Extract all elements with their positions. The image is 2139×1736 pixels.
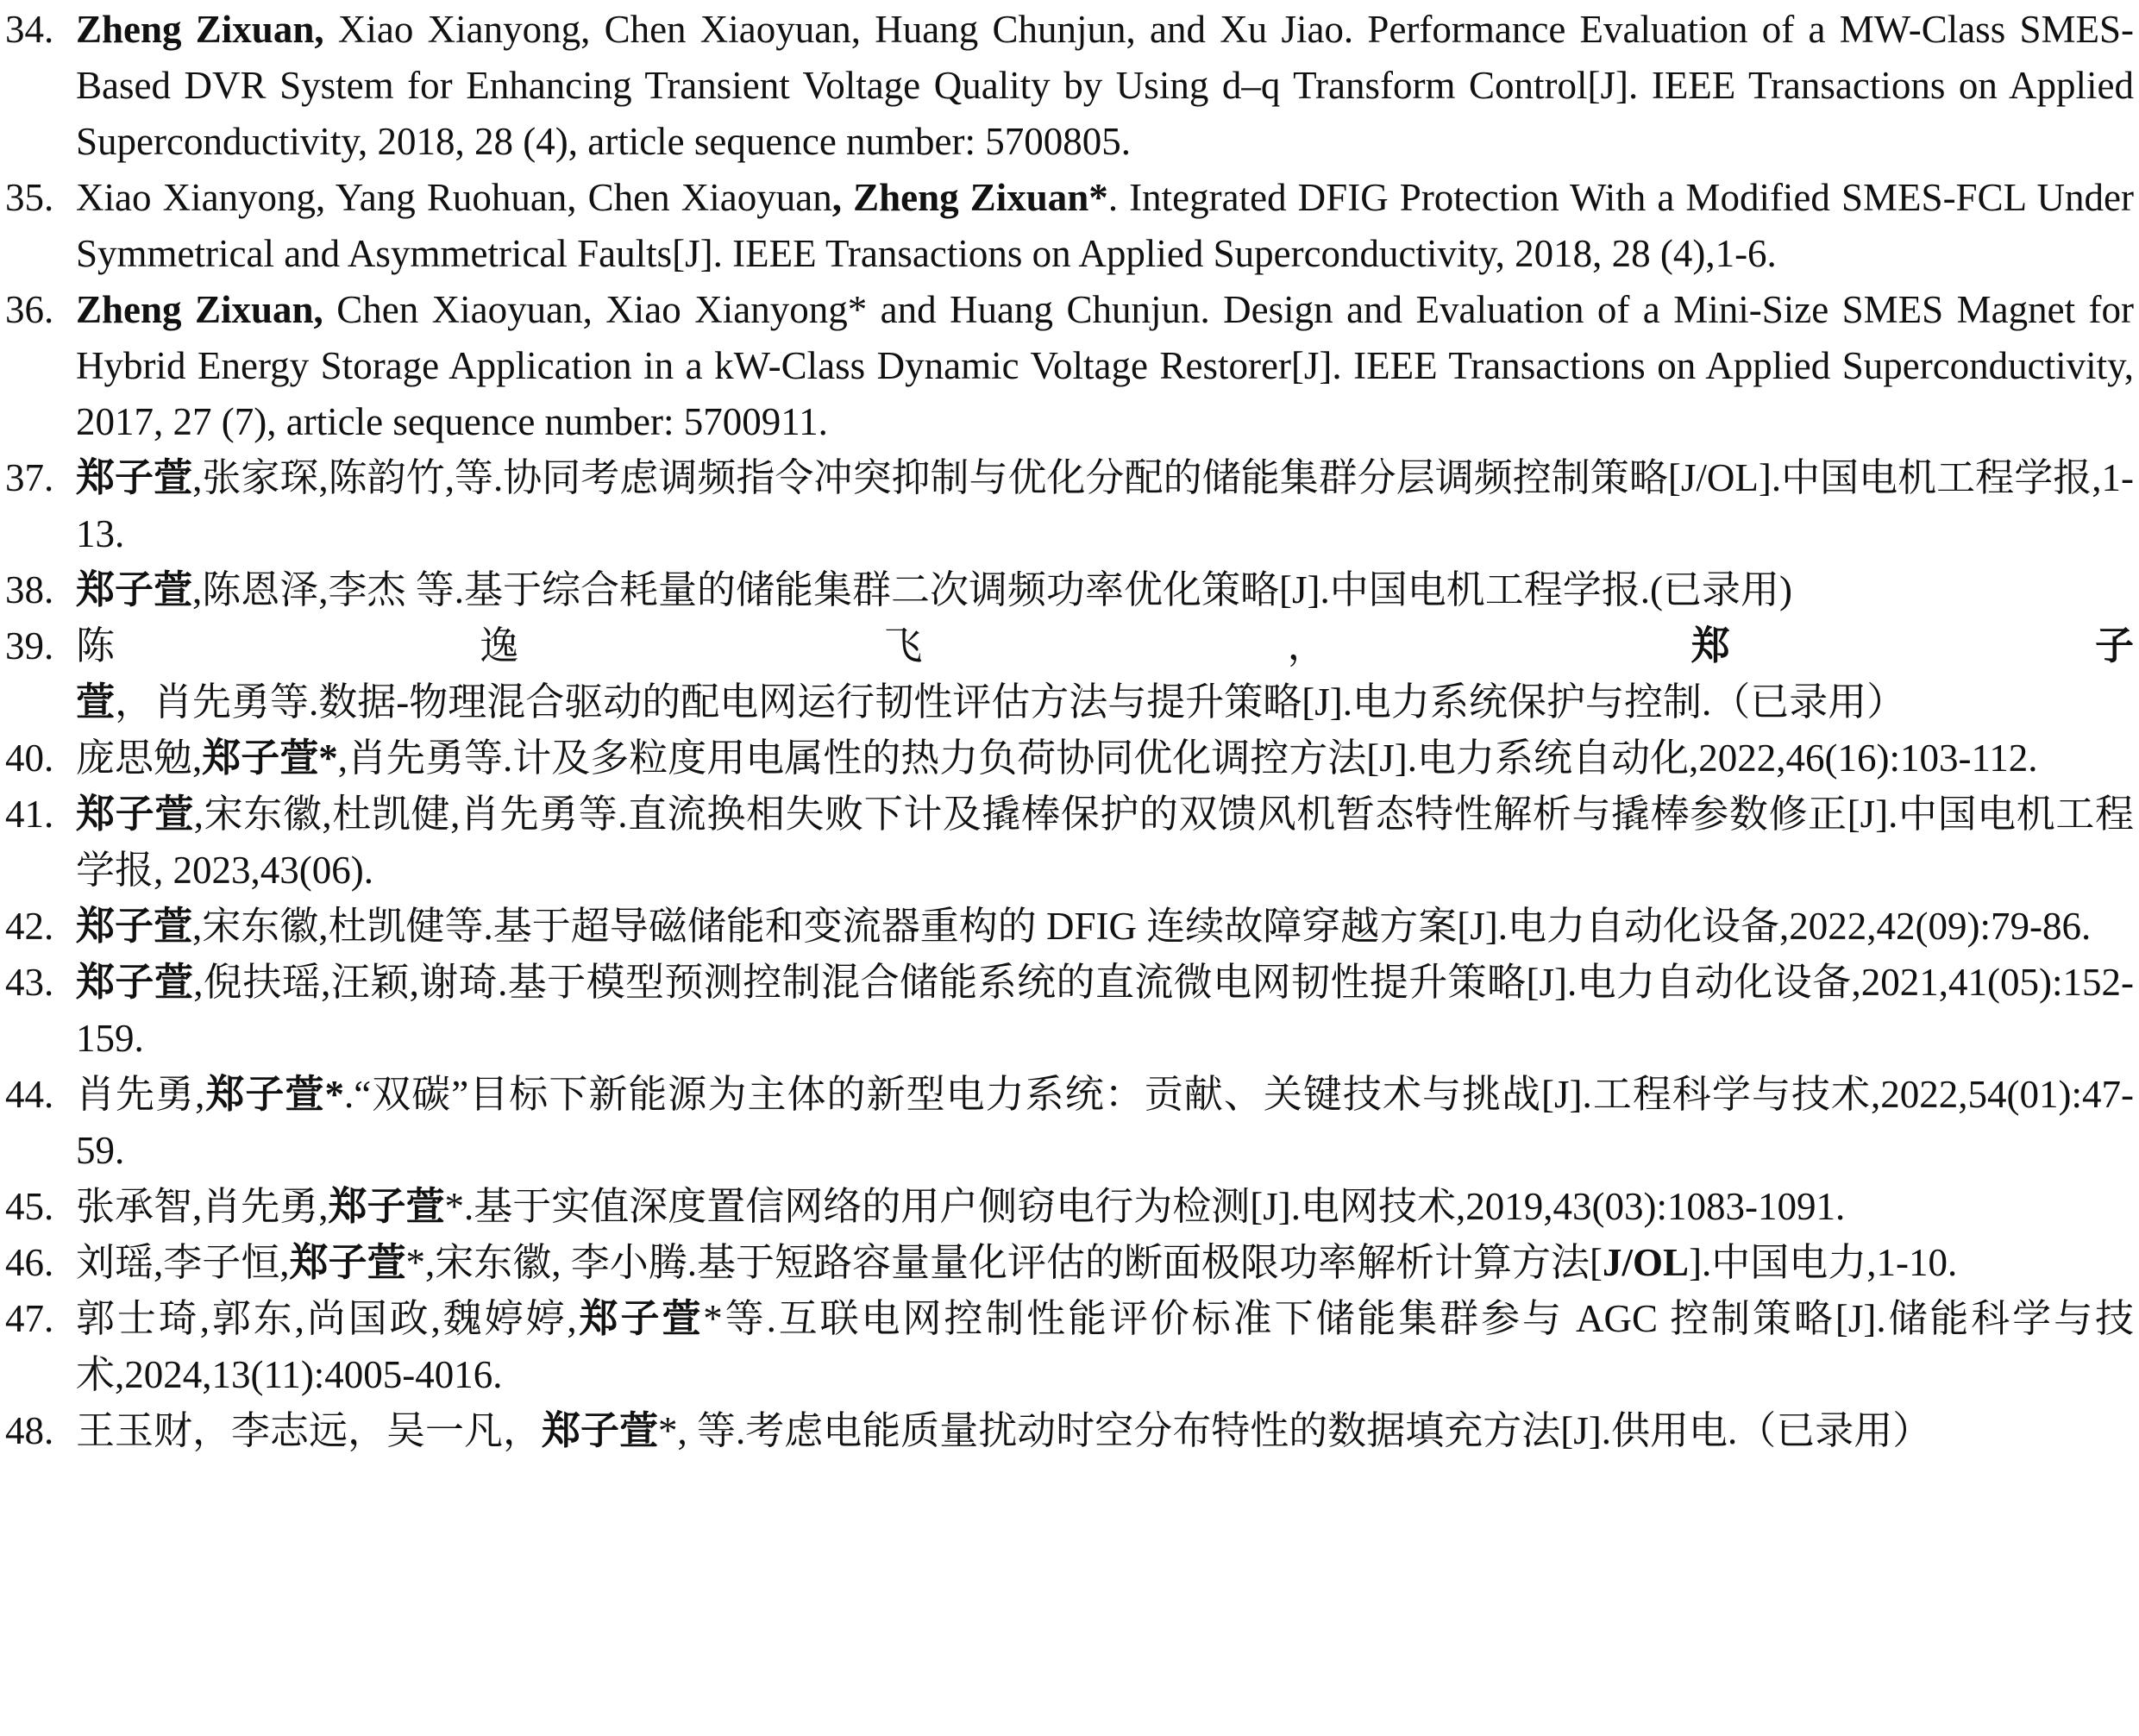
reference-text: ,肖先勇等.计及多粒度用电属性的热力负荷协同优化调控方法[J].电力系统自动化,2022,46(16):103-112. [337, 736, 2038, 780]
reference-number: 45. [5, 1185, 54, 1228]
author-highlight: 郑子萱 [76, 793, 194, 836]
reference-number: 34. [5, 8, 54, 51]
reference-text: ].中国电力,1-10. [1689, 1241, 1958, 1284]
reference-text: 肖先勇, [76, 1073, 205, 1116]
author-highlight: Zheng Zixuan, [76, 288, 323, 331]
author-highlight: 郑子萱* [202, 736, 338, 780]
author-highlight: J/OL [1603, 1241, 1690, 1284]
reference-text: Chen Xiaoyuan, Xiao Xianyong* and Huang Chunjun. Design and Evaluation of a Mini-Size SMES Magnet for Hybrid Energy Storage Application in a kW-Class Dynamic Voltage Restorer[J]. IEEE Transactions on Applied Superconductivity, 2017, 27 (7), article sequence number: 5700911. [76, 288, 2134, 443]
reference-text: ,宋东徽,杜凯健,肖先勇等.直流换相失败下计及撬棒保护的双馈风机暂态特性解析与撬棒参数修正[J].中国电机工程学报, 2023,43(06). [76, 793, 2134, 892]
reference-number: 35. [5, 176, 54, 219]
author-highlight: , Zheng Zixuan* [831, 176, 1108, 219]
reference-number: 36. [5, 288, 54, 331]
reference-item [5, 562, 2134, 618]
reference-item [5, 955, 2134, 1067]
reference-text: 王玉财，李志远，吴一凡， [76, 1409, 543, 1452]
author-highlight: 郑子萱 [76, 624, 2134, 724]
reference-text: ,张家琛,陈韵竹,等.协同考虑调频指令冲突抑制与优化分配的储能集群分层调频控制策略[J/OL].中国电机工程学报,1-13. [76, 456, 2134, 555]
reference-number: 41. [5, 793, 54, 836]
author-highlight: Zheng Zixuan, [76, 8, 324, 51]
reference-number: 48. [5, 1409, 54, 1452]
reference-text: Xiao Xianyong, Chen Xiaoyuan, Huang Chunjun, and Xu Jiao. Performance Evaluation of a MW-Class SMES-Based DVR System for Enhancing Transient Voltage Quality by Using d–q Transform Control[J]. IEEE Transactions on Applied Superconductivity, 2018, 28 (4), article sequence number: 5700805. [76, 8, 2134, 163]
author-highlight: 郑子萱* [204, 1073, 344, 1116]
reference-list [5, 2, 2134, 1459]
reference-text: *.基于实值深度置信网络的用户侧窃电行为检测[J].电网技术,2019,43(03):1083-1091. [444, 1185, 1846, 1228]
reference-text: Xiao Xianyong, Yang Ruohuan, Chen Xiaoyuan [76, 176, 832, 219]
reference-number: 39. [5, 624, 54, 667]
reference-text: 庞思勉, [76, 736, 203, 780]
reference-text: 张承智,肖先勇, [76, 1185, 329, 1228]
reference-text: ,宋东徽,杜凯健等.基于超导磁储能和变流器重构的 DFIG 连续故障穿越方案[J].电力自动化设备,2022,42(09):79-86. [192, 905, 2092, 948]
reference-item [5, 170, 2134, 282]
reference-text: *等.互联电网控制性能评价标准下储能集群参与 AGC 控制策略[J].储能科学与技术,2024,13(11):4005-4016. [76, 1297, 2134, 1396]
author-highlight: 郑子萱 [576, 1297, 704, 1340]
reference-number: 38. [5, 568, 54, 611]
reference-text: . Integrated DFIG Protection With a Modified SMES-FCL Under Symmetrical and Asymmetrical Faults[J]. IEEE Transactions on Applied Superconductivity, 2018, 28 (4),1-6. [76, 176, 2134, 275]
author-highlight: 郑子萱 [328, 1185, 445, 1228]
reference-number: 44. [5, 1073, 54, 1116]
reference-item [5, 1291, 2134, 1403]
reference-number: 40. [5, 736, 54, 780]
reference-text: .“双碳”目标下新能源为主体的新型电力系统：贡献、关键技术与挑战[J].工程科学与技术,2022,54(01):47-59. [76, 1073, 2134, 1172]
reference-item [5, 1235, 2134, 1291]
reference-text: 陈逸飞， [76, 624, 1691, 667]
reference-number: 47. [5, 1297, 54, 1340]
reference-item [5, 787, 2134, 899]
author-highlight: 郑子萱 [76, 568, 193, 611]
reference-item [5, 1067, 2134, 1179]
reference-text: ，肖先勇等.数据-物理混合驱动的配电网运行韧性评估方法与提升策略[J].电力系统保护与控制.（已录用） [115, 680, 1906, 724]
reference-text: ,陈恩泽,李杰 等.基于综合耗量的储能集群二次调频功率优化策略[J].中国电机工程学报.(已录用) [192, 568, 1792, 611]
author-highlight: 郑子萱 [542, 1409, 659, 1452]
reference-text: ,倪扶瑶,汪颖,谢琦.基于模型预测控制混合储能系统的直流微电网韧性提升策略[J].电力自动化设备,2021,41(05):152-159. [76, 961, 2134, 1060]
reference-number: 43. [5, 961, 54, 1004]
reference-text: *,宋东徽, 李小腾.基于短路容量量化评估的断面极限功率解析计算方法[ [405, 1241, 1603, 1284]
reference-item [5, 282, 2134, 450]
author-highlight: 郑子萱 [289, 1241, 406, 1284]
reference-item [5, 2, 2134, 170]
reference-text: 刘瑶,李子恒, [76, 1241, 290, 1284]
reference-item [5, 450, 2134, 562]
reference-item [5, 618, 2134, 730]
author-highlight: 郑子萱 [76, 961, 194, 1004]
reference-item [5, 730, 2134, 787]
reference-text: 郭士琦,郭东,尚国政,魏婷婷, [76, 1297, 577, 1340]
reference-item [5, 1403, 2134, 1459]
reference-item [5, 1179, 2134, 1235]
author-highlight: 郑子萱 [76, 905, 193, 948]
reference-text: *, 等.考虑电能质量扰动时空分布特性的数据填充方法[J].供用电.（已录用） [658, 1409, 1932, 1452]
reference-number: 42. [5, 905, 54, 948]
reference-item [5, 899, 2134, 955]
author-highlight: 郑子萱 [76, 456, 193, 499]
reference-number: 37. [5, 456, 54, 499]
reference-number: 46. [5, 1241, 54, 1284]
